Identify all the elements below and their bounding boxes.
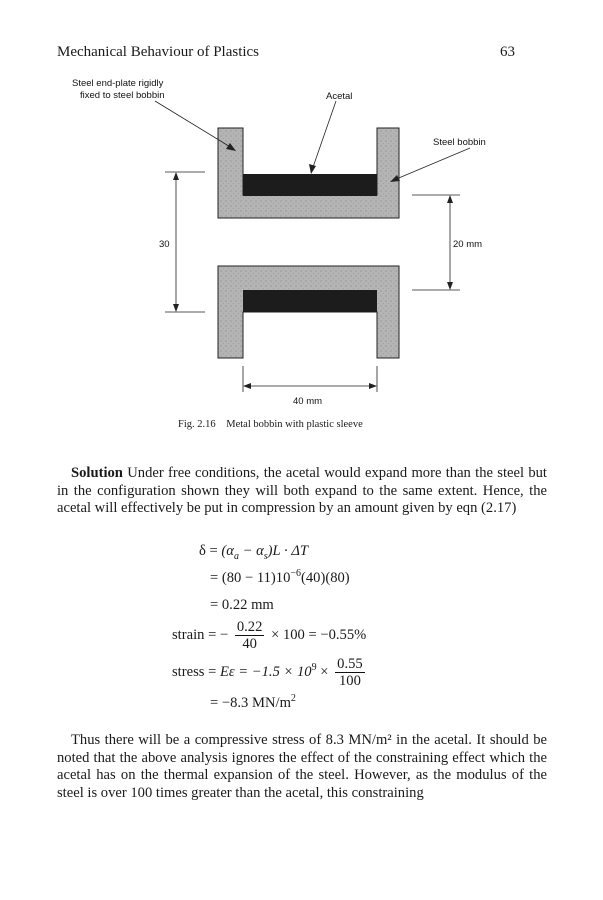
solution-heading: Solution <box>71 465 123 481</box>
steel-bobbin-top <box>218 128 399 218</box>
equation-result-mm: = 0.22 mm <box>210 597 274 613</box>
label-acetal: Acetal <box>326 91 353 102</box>
equation-delta: $\delta = (\alpha_a - \alpha_s)L \cdot \Delta T$ <box>199 543 309 562</box>
solution-paragraph <box>57 465 547 518</box>
running-header-title: Mechanical Behaviour of Plastics <box>57 44 260 60</box>
solution-text: Under free conditions, the acetal would expand more than the steel but in the configuration shown they will both expand to the same extent. Hence, the acetal will effectively be put in compression by an amount given by eqn (2.17) <box>57 465 547 517</box>
equation-strain: strain = − $\frac{0.22}{40}$ × 100 = −0.55% <box>172 619 367 652</box>
dim-label-30: 30 <box>159 239 170 250</box>
equation-substitution: = $(80 - 11)10^{-6}(40)(80)$ <box>210 568 350 586</box>
conclusion-paragraph: Thus there will be a compressive stress of 8.3 MN/m² in the acetal. It should be noted that the above analysis ignores the effect of the constraining effect which the acetal has on the thermal expansion of the steel. However, as the modulus of the steel is over 100 times greater than the acetal, this constraining <box>57 732 547 801</box>
equation-stress: stress = $E\varepsilon = -1.5 \times 10^9$ × $\frac{0.55}{100}$ <box>172 656 363 689</box>
label-steel-bobbin: Steel bobbin <box>433 137 486 148</box>
bobbin-figure <box>0 0 603 440</box>
acetal-sleeve-bottom <box>243 290 377 312</box>
figure-caption <box>178 419 363 430</box>
label-endplate-line2: fixed to steel bobbin <box>80 90 165 101</box>
equation-stress-result: = −8.3 $MN/m^2$ <box>210 693 296 711</box>
caption-number: Fig. 2.16 <box>178 419 216 430</box>
acetal-sleeve-top <box>243 174 377 196</box>
label-endplate-line1: Steel end-plate rigidly <box>72 78 164 89</box>
dim-label-20mm: 20 mm <box>453 239 483 250</box>
caption-text: Metal bobbin with plastic sleeve <box>226 419 363 430</box>
page-number: 63 <box>500 44 515 60</box>
dim-label-40mm: 40 mm <box>293 396 323 407</box>
